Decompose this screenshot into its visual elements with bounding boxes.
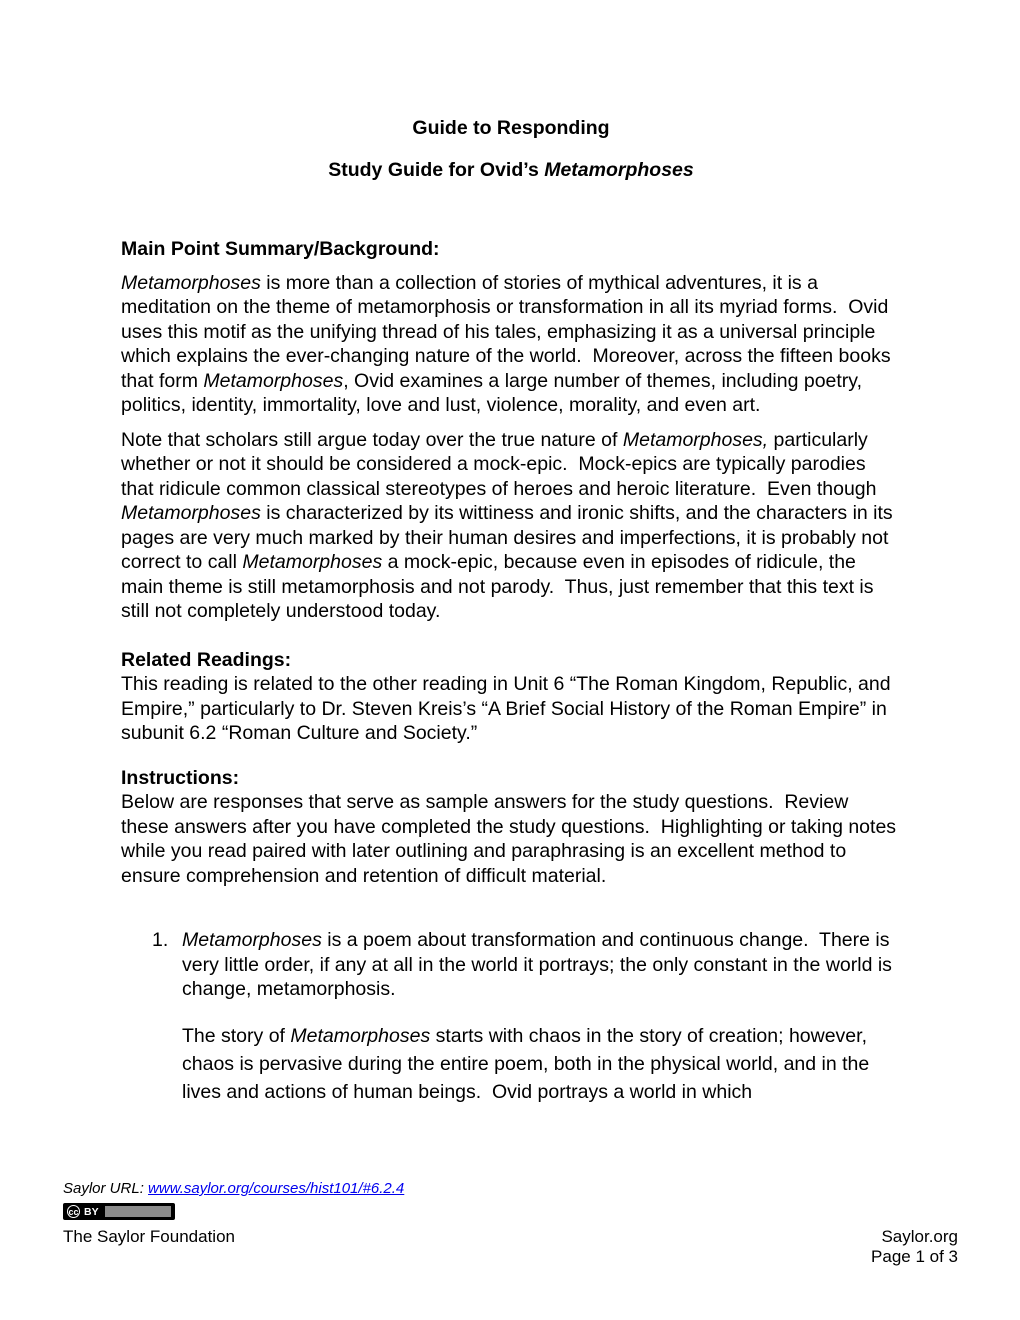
answer-item-body bbox=[182, 928, 901, 1106]
site-name: Saylor.org bbox=[881, 1227, 958, 1246]
answer-paragraph-2: The story of Metamorphoses starts with chaos in the story of creation; however, chaos is pervasive during the entire poem, both in the physical world, and in the lives and actions of human beings. Ovid portrays a world in which bbox=[182, 1024, 875, 1103]
page-footer bbox=[63, 1180, 958, 1267]
main-point-paragraph-2: Note that scholars still argue today over the true nature of Metamorphoses, particularly whether or not it should be considered a mock-epic. Mock-epics are typically parodies that ridicule common classical stereotypes of heroes and heroic literature. Even though Metamorphoses is characterized by its wittiness and ironic shifts, and the characters in its pages are very much marked by their human desires and imperfections, it is probably not correct to call Metamorphoses a mock-epic, because even in episodes of ridicule, the main theme is still metamorphosis and not parody. Thus, just remember that this text is still not completely understood today. bbox=[121, 428, 899, 622]
answer-paragraph-1: Metamorphoses is a poem about transformation and continuous change. There is very little order, if any at all in the world it portrays; the only constant in the world is change, metamorphosis. bbox=[182, 929, 898, 1000]
footer-right-block bbox=[871, 1227, 958, 1267]
section-heading-related-readings: Related Readings: bbox=[121, 648, 292, 671]
main-point-paragraph-1: Metamorphoses is more than a collection of stories of mythical adventures, it is a meditation on the theme of metamorphosis or transformation in all its myriad forms. Ovid uses this motif as the unifying thread of his tales, emphasizing it as a universal principle which explains the ever-changing nature of the world. Moreover, across the fifteen books that form Metamorphoses, Ovid examines a large number of themes, including poetry, politics, identity, immortality, love and lust, violence, morality, and even art. bbox=[121, 271, 897, 416]
saylor-url-line bbox=[63, 1180, 958, 1198]
cc-badge-fill bbox=[105, 1206, 171, 1217]
cc-by-license-badge[interactable] bbox=[63, 1203, 175, 1220]
page-indicator: Page 1 of 3 bbox=[871, 1247, 958, 1266]
cc-icon: cc bbox=[68, 1206, 79, 1217]
saylor-url-link[interactable]: www.saylor.org/courses/hist101/#6.2.4 bbox=[148, 1180, 405, 1197]
organization-name: The Saylor Foundation bbox=[63, 1227, 235, 1246]
related-readings-paragraph: This reading is related to the other reading in Unit 6 “The Roman Kingdom, Republic, and Empire,” particularly to Dr. Steven Kreis’s “A Brief Social History of the Roman Empire” in subunit 6.2 “Roman Culture and Society.” bbox=[121, 673, 897, 744]
document-body bbox=[121, 0, 901, 1106]
cc-by-label: BY bbox=[84, 1205, 99, 1218]
answer-item-1 bbox=[152, 928, 901, 1106]
footer-bottom-row bbox=[63, 1227, 958, 1267]
saylor-url-label: Saylor URL: bbox=[63, 1180, 149, 1197]
instructions-paragraph: Below are responses that serve as sample answers for the study questions. Review these answers after you have completed the study questions. Highlighting or taking notes while you read paired with later outlining and paraphrasing is an excellent method to ensure comprehension and retention of difficult material. bbox=[121, 791, 902, 887]
doc-title-line-1: Guide to Responding bbox=[412, 117, 610, 139]
section-heading-instructions: Instructions: bbox=[121, 766, 240, 789]
section-heading-main-point: Main Point Summary/Background: bbox=[121, 238, 440, 260]
answer-item-number: 1. bbox=[152, 929, 169, 951]
doc-title-line-2: Study Guide for Ovid’s Metamorphoses bbox=[328, 158, 694, 181]
